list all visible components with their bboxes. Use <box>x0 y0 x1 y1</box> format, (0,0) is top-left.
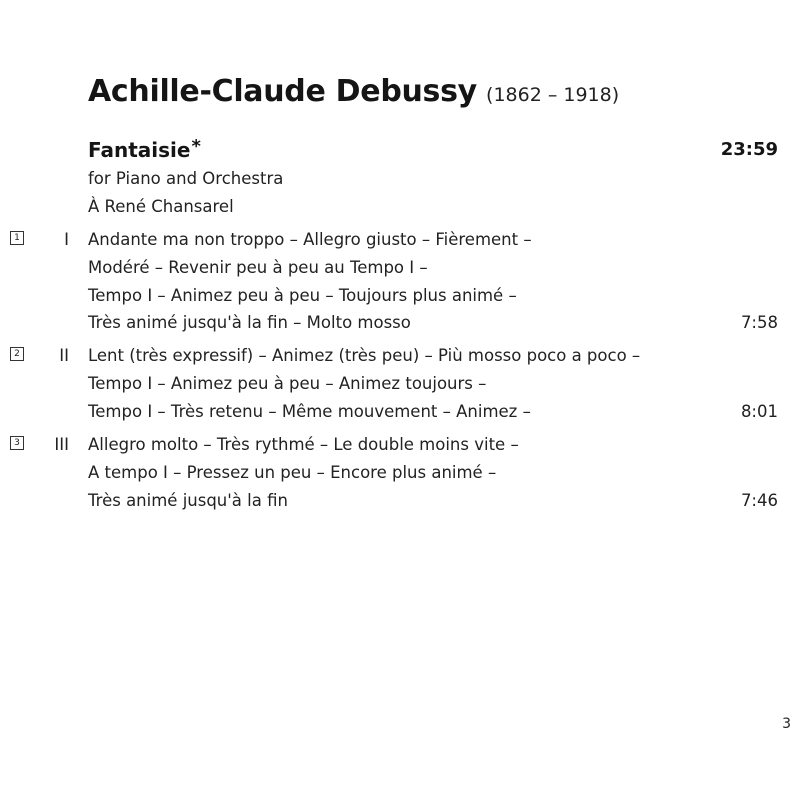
movement-line: Tempo I – Très retenu – Même mouvement – Animez – <box>88 402 531 421</box>
composer-header <box>88 74 619 109</box>
movement-numeral: II <box>59 346 69 365</box>
movement-duration: 8:01 <box>740 402 778 421</box>
composer-name: Achille-Claude Debussy <box>88 74 477 109</box>
movement-line: Tempo I – Animez peu à peu – Toujours plus animé – <box>88 286 517 305</box>
movement-line: Andante ma non troppo – Allegro giusto – Fièrement – <box>88 230 532 249</box>
movement-line: Allegro molto – Très rythmé – Le double moins vite – <box>88 435 519 454</box>
page-number: 3 <box>782 716 791 732</box>
composer-dates: (1862 – 1918) <box>486 84 620 106</box>
work-title <box>88 136 201 162</box>
movement-line: Modéré – Revenir peu à peu au Tempo I – <box>88 258 428 277</box>
movement-line: Tempo I – Animez peu à peu – Animez toujours – <box>88 374 487 393</box>
track-number-box: 1 <box>10 231 24 245</box>
movement-numeral: III <box>54 435 69 454</box>
movement-line: Très animé jusqu'à la fin – Molto mosso <box>88 313 411 332</box>
work-subtitle: for Piano and Orchestra <box>88 169 284 188</box>
work-title-text: Fantaisie <box>88 138 191 162</box>
movement-duration: 7:46 <box>740 491 778 510</box>
track-number-box: 3 <box>10 436 24 450</box>
movement-line: Très animé jusqu'à la fin <box>88 491 288 510</box>
movement-line: Lent (très expressif) – Animez (très peu) – Più mosso poco a poco – <box>88 346 641 365</box>
work-total-duration: 23:59 <box>720 139 778 160</box>
work-dedication: À René Chansarel <box>88 197 234 216</box>
asterisk-mark: * <box>191 136 201 157</box>
track-number-box: 2 <box>10 347 24 361</box>
movement-numeral: I <box>64 230 69 249</box>
movement-duration: 7:58 <box>740 313 778 332</box>
movement-line: A tempo I – Pressez un peu – Encore plus animé – <box>88 463 497 482</box>
